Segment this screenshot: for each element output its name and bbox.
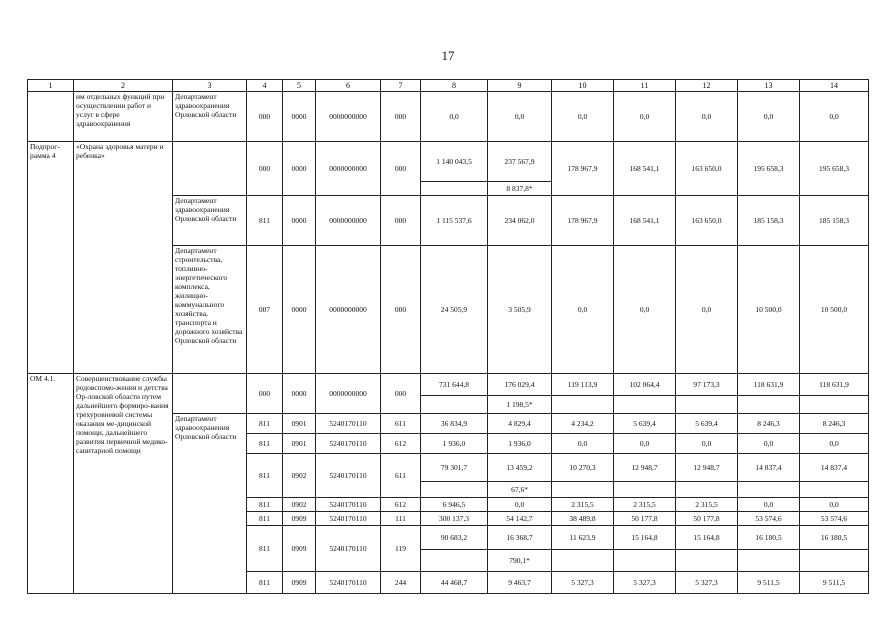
executor-cell: Департамент здравоохранения Орловской области [173,414,247,594]
table-cell: 0,0 [614,434,676,454]
table-cell: 53 574,6 [800,512,869,526]
table-cell: 811 [247,196,283,246]
footnote-value: 790,1* [488,550,552,572]
table-cell: 0000000000 [316,374,381,414]
executor-cell [173,142,247,196]
table-cell: 9 511,5 [800,572,869,594]
table-cell: 0,0 [676,92,738,142]
table-cell: 2 315,5 [676,498,738,512]
table-cell [800,550,869,572]
table-cell: 007 [247,246,283,374]
table-cell: 54 142,7 [488,512,552,526]
table-cell: 10 270,3 [552,454,614,482]
column-header: 13 [738,80,800,92]
table-cell: 0,0 [488,92,552,142]
table-cell: 811 [247,572,283,594]
table-cell: 0,0 [552,92,614,142]
executor-cell: Департамент здравоохранения Орловской области [173,196,247,246]
footnote-value: 67,6* [488,482,552,498]
table-cell: 5240170110 [316,498,381,512]
table-cell: 6 946,5 [421,498,488,512]
table-cell: 50 177,8 [614,512,676,526]
table-cell: 12 948,7 [676,454,738,482]
table-cell: 1 115 537,6 [421,196,488,246]
table-cell: 0902 [283,454,316,498]
table-cell [738,550,800,572]
table-cell: 38 489,8 [552,512,614,526]
table-cell: 178 967,9 [552,196,614,246]
table-cell: 50 177,8 [676,512,738,526]
table-cell: 16 180,5 [800,526,869,550]
table-cell: 000 [247,374,283,414]
table-cell: 0,0 [488,498,552,512]
executor-cell [173,374,247,414]
row-name-cell: им отдельных функций при осуществлении работ и услуг в сфере здравоохранения [74,92,173,142]
table-cell: 0000000000 [316,142,381,196]
table-cell: 1 936,0 [421,434,488,454]
table-cell: 000 [381,374,421,414]
footnote-value: 8 837,8* [488,182,552,196]
table-cell: 79 301,7 [421,454,488,482]
table-cell: 000 [381,246,421,374]
table-cell: 119 113,9 [552,374,614,396]
table-cell: 111 [381,512,421,526]
table-cell [552,482,614,498]
table-cell: 612 [381,498,421,512]
table-cell: 97 173,3 [676,374,738,396]
table-cell: 5240170110 [316,526,381,572]
table-cell: 0.0 [552,434,614,454]
table-cell: 811 [247,434,283,454]
table-cell: 0000 [283,196,316,246]
table-cell [614,550,676,572]
row-code-cell [28,92,74,142]
table-cell: 0000 [283,92,316,142]
table-row [28,374,869,396]
table-cell: 185 158,3 [738,196,800,246]
column-header: 1 [28,80,74,92]
table-cell: 811 [247,414,283,434]
table-cell [614,482,676,498]
footnote-value: 1 198,5* [488,396,552,414]
table-cell: 0909 [283,512,316,526]
table-cell [676,550,738,572]
table-cell: 119 [381,526,421,572]
table-cell: 244 [381,572,421,594]
table-cell: 163 650,0 [676,196,738,246]
table-cell: 0901 [283,414,316,434]
column-header: 4 [247,80,283,92]
table-cell: 0909 [283,526,316,572]
table-cell: 0,0 [676,246,738,374]
table-cell: 9 511,5 [738,572,800,594]
table-cell: 3 505,9 [488,246,552,374]
table-cell: 811 [247,498,283,512]
table-cell: 15 164,8 [614,526,676,550]
table-cell: 118 631,9 [738,374,800,396]
table-cell: 16 368,7 [488,526,552,550]
table-cell: 234 062,0 [488,196,552,246]
table-cell: 36 834,9 [421,414,488,434]
table-cell: 811 [247,454,283,498]
table-cell: 0902 [283,498,316,512]
table-cell: 10 500,0 [738,246,800,374]
table-cell: 731 644,8 [421,374,488,396]
table-cell: 178 967,9 [552,142,614,196]
table-row [28,142,869,182]
table-cell: 5 327,3 [614,572,676,594]
table-cell: 5240170110 [316,414,381,434]
om-name-cell: Совершенствование службы родовспомо-жения и детства Ор-ловской области путем дальнейшего формиро-вания трехуровневой системы оказания ме-дицинской помощи, дальнейшего развития первичной медико-санитарной помощи [74,374,173,594]
table-cell: 5240170110 [316,454,381,498]
column-header: 10 [552,80,614,92]
table-cell: 000 [381,142,421,196]
table-cell: 300 137,3 [421,512,488,526]
table-row [28,92,869,142]
table-cell: 53 574,6 [738,512,800,526]
column-header: 9 [488,80,552,92]
table-cell: 237 567,9 [488,142,552,182]
table-cell [800,482,869,498]
table-cell: 5 639,4 [676,414,738,434]
table-cell: 4 234,2 [552,414,614,434]
table-cell: 0,0 [614,92,676,142]
table-cell: 102 064,4 [614,374,676,396]
column-header: 6 [316,80,381,92]
table-cell: 0901 [283,434,316,454]
table-cell: 2 315,5 [552,498,614,512]
table-cell [614,396,676,414]
table-cell: 0000000000 [316,246,381,374]
table-cell: 811 [247,526,283,572]
table-cell: 000 [381,196,421,246]
table-cell: 0000 [283,142,316,196]
table-cell [552,550,614,572]
table-cell: 0909 [283,572,316,594]
table-cell: 0,0 [738,92,800,142]
table-cell: 11 623,9 [552,526,614,550]
executor-cell: Департамент строительства, топливно-энергетического комплекса, жилищно-коммунального хозяйства, транспорта и дорожного хозяйства Орловской области [173,246,247,374]
table-cell: 0,0 [552,246,614,374]
table-cell: 000 [247,92,283,142]
column-header: 7 [381,80,421,92]
table-cell: 44 468,7 [421,572,488,594]
column-header: 5 [283,80,316,92]
table-cell: 1 936,0 [488,434,552,454]
table-cell: 118 631,9 [800,374,869,396]
table-cell [421,182,488,196]
table-cell: 000 [247,142,283,196]
om-code-cell: ОМ 4.1. [28,374,74,594]
column-header: 2 [74,80,173,92]
table-cell: 611 [381,414,421,434]
table-cell [738,396,800,414]
table-cell: 168 541,1 [614,196,676,246]
table-cell: 000 [381,92,421,142]
table-cell: 168 541,1 [614,142,676,196]
table-cell [421,482,488,498]
table-cell: 0,0 [738,434,800,454]
table-cell: 0,0 [800,434,869,454]
column-header: 14 [800,80,869,92]
table-cell [552,396,614,414]
table-cell: 0,0 [800,498,869,512]
table-header-row [28,80,869,92]
table-cell: 8 246,3 [800,414,869,434]
table-cell [676,396,738,414]
table-cell: 811 [247,512,283,526]
table-cell: 4 829,4 [488,414,552,434]
table-cell: 0,0 [800,92,869,142]
table-cell: 5 639,4 [614,414,676,434]
table-cell: 185 158,3 [800,196,869,246]
budget-table [27,79,869,594]
table-cell: 5240170110 [316,512,381,526]
column-header: 11 [614,80,676,92]
subprogram-code-cell: Подпрог-рамма 4 [28,142,74,374]
table-cell: 0000000000 [316,196,381,246]
table-cell: 612 [381,434,421,454]
table-cell: 10 500,0 [800,246,869,374]
table-cell: 5 327,3 [676,572,738,594]
column-header: 8 [421,80,488,92]
table-cell: 0,0 [614,246,676,374]
table-cell: 14 837,4 [738,454,800,482]
executor-cell: Департамент здравоохранения Орловской области [173,92,247,142]
table-cell: 611 [381,454,421,498]
column-header: 12 [676,80,738,92]
table-cell: 0000000000 [316,92,381,142]
table-cell: 195 658,3 [738,142,800,196]
column-header: 3 [173,80,247,92]
table-cell: 0,0 [421,92,488,142]
table-cell: 163 650,0 [676,142,738,196]
table-cell: 0000 [283,374,316,414]
table-cell [421,550,488,572]
table-cell: 15 164,8 [676,526,738,550]
table-cell: 5240170110 [316,434,381,454]
table-cell: 12 948,7 [614,454,676,482]
table-cell: 9 463,7 [488,572,552,594]
table-cell [800,396,869,414]
table-cell: 195 658,3 [800,142,869,196]
table-cell: 2 315,5 [614,498,676,512]
table-cell: 24 505,9 [421,246,488,374]
table-cell [738,482,800,498]
table-cell: 0000 [283,246,316,374]
subprogram-name-cell: «Охрана здоровья матери и ребенка» [74,142,173,374]
page-number: 17 [441,48,455,63]
table-cell: 1 140 043,5 [421,142,488,182]
table-cell [676,482,738,498]
table-cell: 90 683,2 [421,526,488,550]
table-cell [421,396,488,414]
table-cell: 0,0 [676,434,738,454]
table-cell: 0,0 [738,498,800,512]
table-cell: 16 180,5 [738,526,800,550]
table-cell: 8 246,3 [738,414,800,434]
table-cell: 176 029,4 [488,374,552,396]
table-cell: 5 327,3 [552,572,614,594]
table-cell: 13 459,2 [488,454,552,482]
table-cell: 14 837,4 [800,454,869,482]
table-cell: 5240170110 [316,572,381,594]
